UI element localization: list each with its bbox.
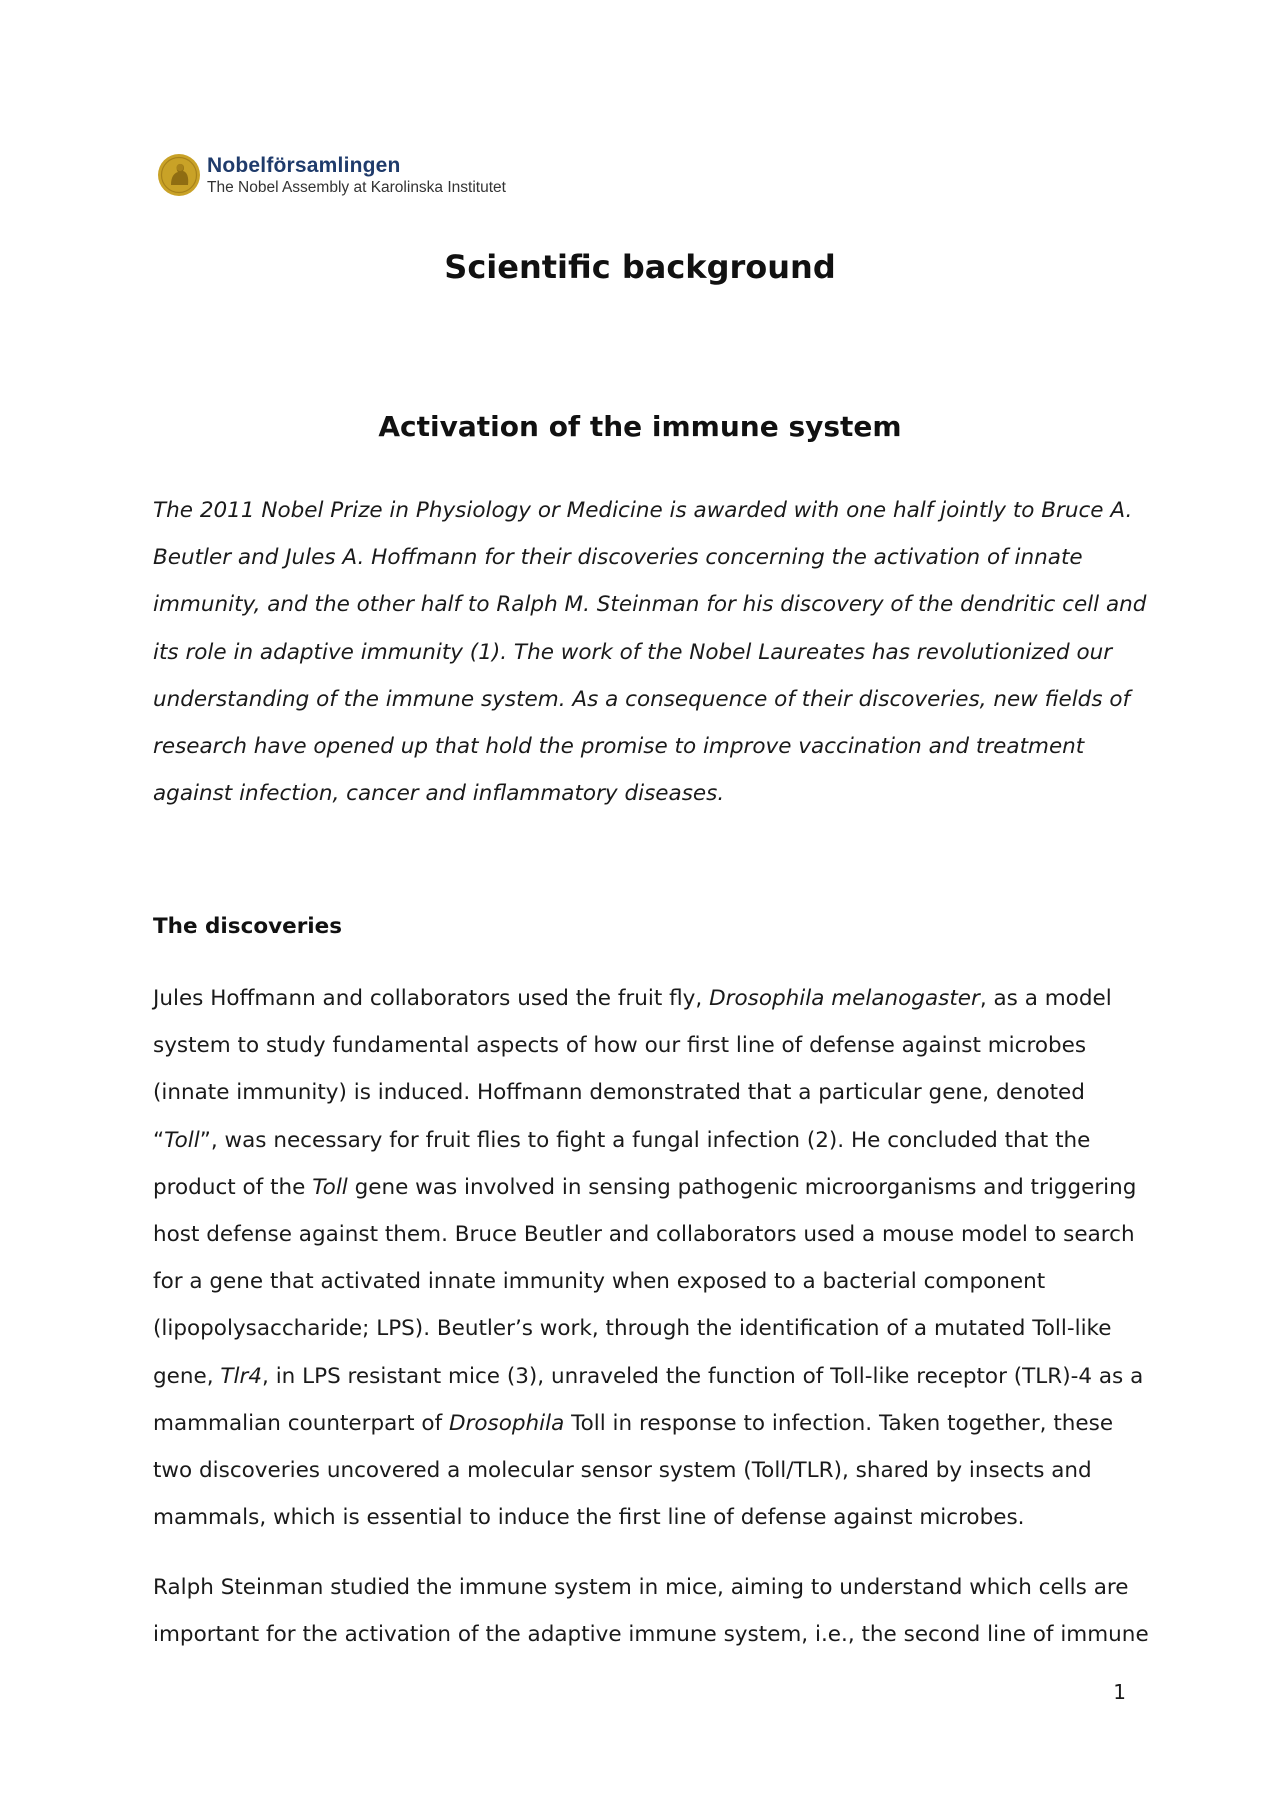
line-text: , in LPS resistant mice (3), unraveled the function of Toll-like receptor (TLR)-4 as a [262,1363,1144,1389]
line-text: , as a model [979,986,1112,1011]
abstract-line: research have opened up that hold the promise to improve vaccination and treatment [153,733,1085,759]
paragraph-line: important for the activation of the adaptive immune system, i.e., the second line of immune [153,1622,1149,1648]
discoveries-heading: The discoveries [153,914,343,939]
paragraph-line [153,975,1143,1022]
section-title: Activation of the immune system [378,410,902,443]
paragraph-line: (innate immunity) is induced. Hoffmann demonstrated that a particular gene, denoted [153,1080,1085,1106]
discoveries-paragraph [153,975,1143,1541]
paragraph-line: two discoveries uncovered a molecular sensor system (Toll/TLR), shared by insects and [153,1457,1092,1483]
line-text: Jules Hoffmann and collaborators used the fruit fly, [153,986,710,1011]
abstract-line: its role in adaptive immunity (1). The work of the Nobel Laureates has revolutionized our [153,639,1113,665]
steinman-paragraph [153,1564,1149,1658]
line-text: gene, [153,1363,221,1389]
line-text: gene was involved in sensing pathogenic microorganisms and triggering [347,1174,1137,1200]
paragraph-line [153,1117,1143,1164]
paragraph-line: mammals, which is essential to induce the first line of defense against microbes. [153,1505,1025,1531]
gene-name: Tlr4 [220,1363,263,1389]
line-text: ”, was necessary for fruit flies to fight a fungal infection (2). He concluded that the [199,1127,1091,1153]
page-number: 1 [1113,1680,1126,1704]
line-text: product of the [153,1174,313,1200]
line-text: “ [153,1127,165,1153]
paragraph-line: (lipopolysaccharide; LPS). Beutler’s work, through the identification of a mutated Toll-like [153,1316,1112,1342]
nobel-assembly-logo [157,153,506,197]
gene-name: Toll [312,1174,348,1200]
abstract-line: against infection, cancer and inflammatory diseases. [153,781,725,807]
species-name: Drosophila [448,1410,565,1436]
gene-name: Toll [164,1127,200,1153]
paragraph-line: host defense against them. Bruce Beutler and collaborators used a mouse model to search [153,1221,1135,1247]
species-name: Drosophila melanogaster [709,986,980,1011]
nobel-medal-icon [157,153,201,197]
document-title: Scientific background [444,248,836,286]
paragraph-line [153,1164,1143,1211]
line-text: mammalian counterpart of [153,1410,449,1436]
paragraph-line [153,1353,1143,1400]
abstract-paragraph [153,487,1146,817]
paragraph-line [153,1400,1143,1447]
paragraph-line: Ralph Steinman studied the immune system in mice, aiming to understand which cells are [153,1575,1129,1600]
logo-name: Nobelförsamlingen [207,153,401,177]
logo-subtitle: The Nobel Assembly at Karolinska Institutet [207,178,506,196]
abstract-line: Beutler and Jules A. Hoffmann for their discoveries concerning the activation of innate [153,545,1083,571]
paragraph-line: for a gene that activated innate immunity when exposed to a bacterial component [153,1269,1046,1295]
abstract-line: understanding of the immune system. As a consequence of their discoveries, new fields of [153,686,1131,712]
line-text: Toll in response to infection. Taken together, these [564,1410,1114,1436]
paragraph-line: system to study fundamental aspects of how our first line of defense against microbes [153,1033,1087,1059]
abstract-line: The 2011 Nobel Prize in Physiology or Medicine is awarded with one half jointly to Bruce A. [153,498,1133,523]
abstract-line: immunity, and the other half to Ralph M. Steinman for his discovery of the dendritic cell and [153,592,1147,618]
